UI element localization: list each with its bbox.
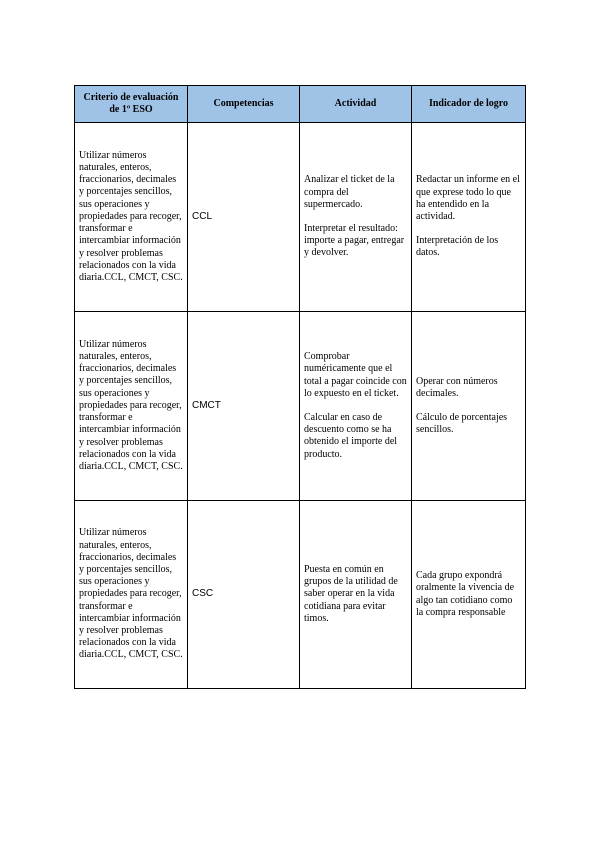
indicador-cell — [412, 312, 526, 501]
criterio-cell: Utilizar números naturales, enteros, fraccionarios, decimales y porcentajes sencillos, sus operaciones y propiedades para recoger, transformar e intercambiar información y resolver problemas relacionados con la vida diaria.CCL, CMCT, CSC. — [75, 123, 188, 312]
header-actividad: Actividad — [300, 86, 412, 123]
table-row — [75, 501, 526, 689]
actividad-cell — [300, 123, 412, 312]
table-header-row — [75, 86, 526, 123]
evaluation-table — [74, 85, 526, 689]
criterio-cell: Utilizar números naturales, enteros, fraccionarios, decimales y porcentajes sencillos, sus operaciones y propiedades para recoger, transformar e intercambiar información y resolver problemas relacionados con la vida diaria.CCL, CMCT, CSC. — [75, 312, 188, 501]
competencias-cell: CCL — [188, 123, 300, 312]
header-competencias: Competencias — [188, 86, 300, 123]
competencias-cell: CSC — [188, 501, 300, 689]
header-indicador: Indicador de logro — [412, 86, 526, 123]
header-criterio: Criterio de evaluación de 1º ESO — [75, 86, 188, 123]
competencias-cell: CMCT — [188, 312, 300, 501]
actividad-text: Comprobar numéricamente que el total a pagar coincide con lo expuesto en el ticket. — [304, 351, 407, 399]
actividad-cell — [300, 501, 412, 689]
actividad-text: Puesta en común en grupos de la utilidad de saber operar en la vida cotidiana para evitar timos. — [304, 563, 398, 624]
indicador-text: Cálculo de porcentajes sencillos. — [416, 412, 508, 436]
indicador-cell — [412, 123, 526, 312]
actividad-text: Analizar el ticket de la compra del supermercado. — [304, 174, 395, 210]
indicador-cell — [412, 501, 526, 689]
indicador-text: Operar con números decimales. — [416, 375, 498, 399]
indicador-text: Redactar un informe en el que exprese todo lo que ha entendido en la actividad. — [416, 174, 520, 222]
indicador-text: Interpretación de los datos. — [416, 235, 499, 259]
actividad-text: Interpretar el resultado: importe a pagar, entregar y devolver. — [304, 223, 405, 259]
actividad-text: Calcular en caso de descuento como se ha obtenido el importe del producto. — [304, 412, 398, 460]
indicador-text: Cada grupo expondrá oralmente la vivencia de algo tan cotidiano como la compra responsable — [416, 570, 515, 618]
actividad-cell — [300, 312, 412, 501]
criterio-cell: Utilizar números naturales, enteros, fraccionarios, decimales y porcentajes sencillos, sus operaciones y propiedades para recoger, transformar e intercambiar información y resolver problemas relacionados con la vida diaria.CCL, CMCT, CSC. — [75, 501, 188, 689]
table-row — [75, 312, 526, 501]
table-row — [75, 123, 526, 312]
